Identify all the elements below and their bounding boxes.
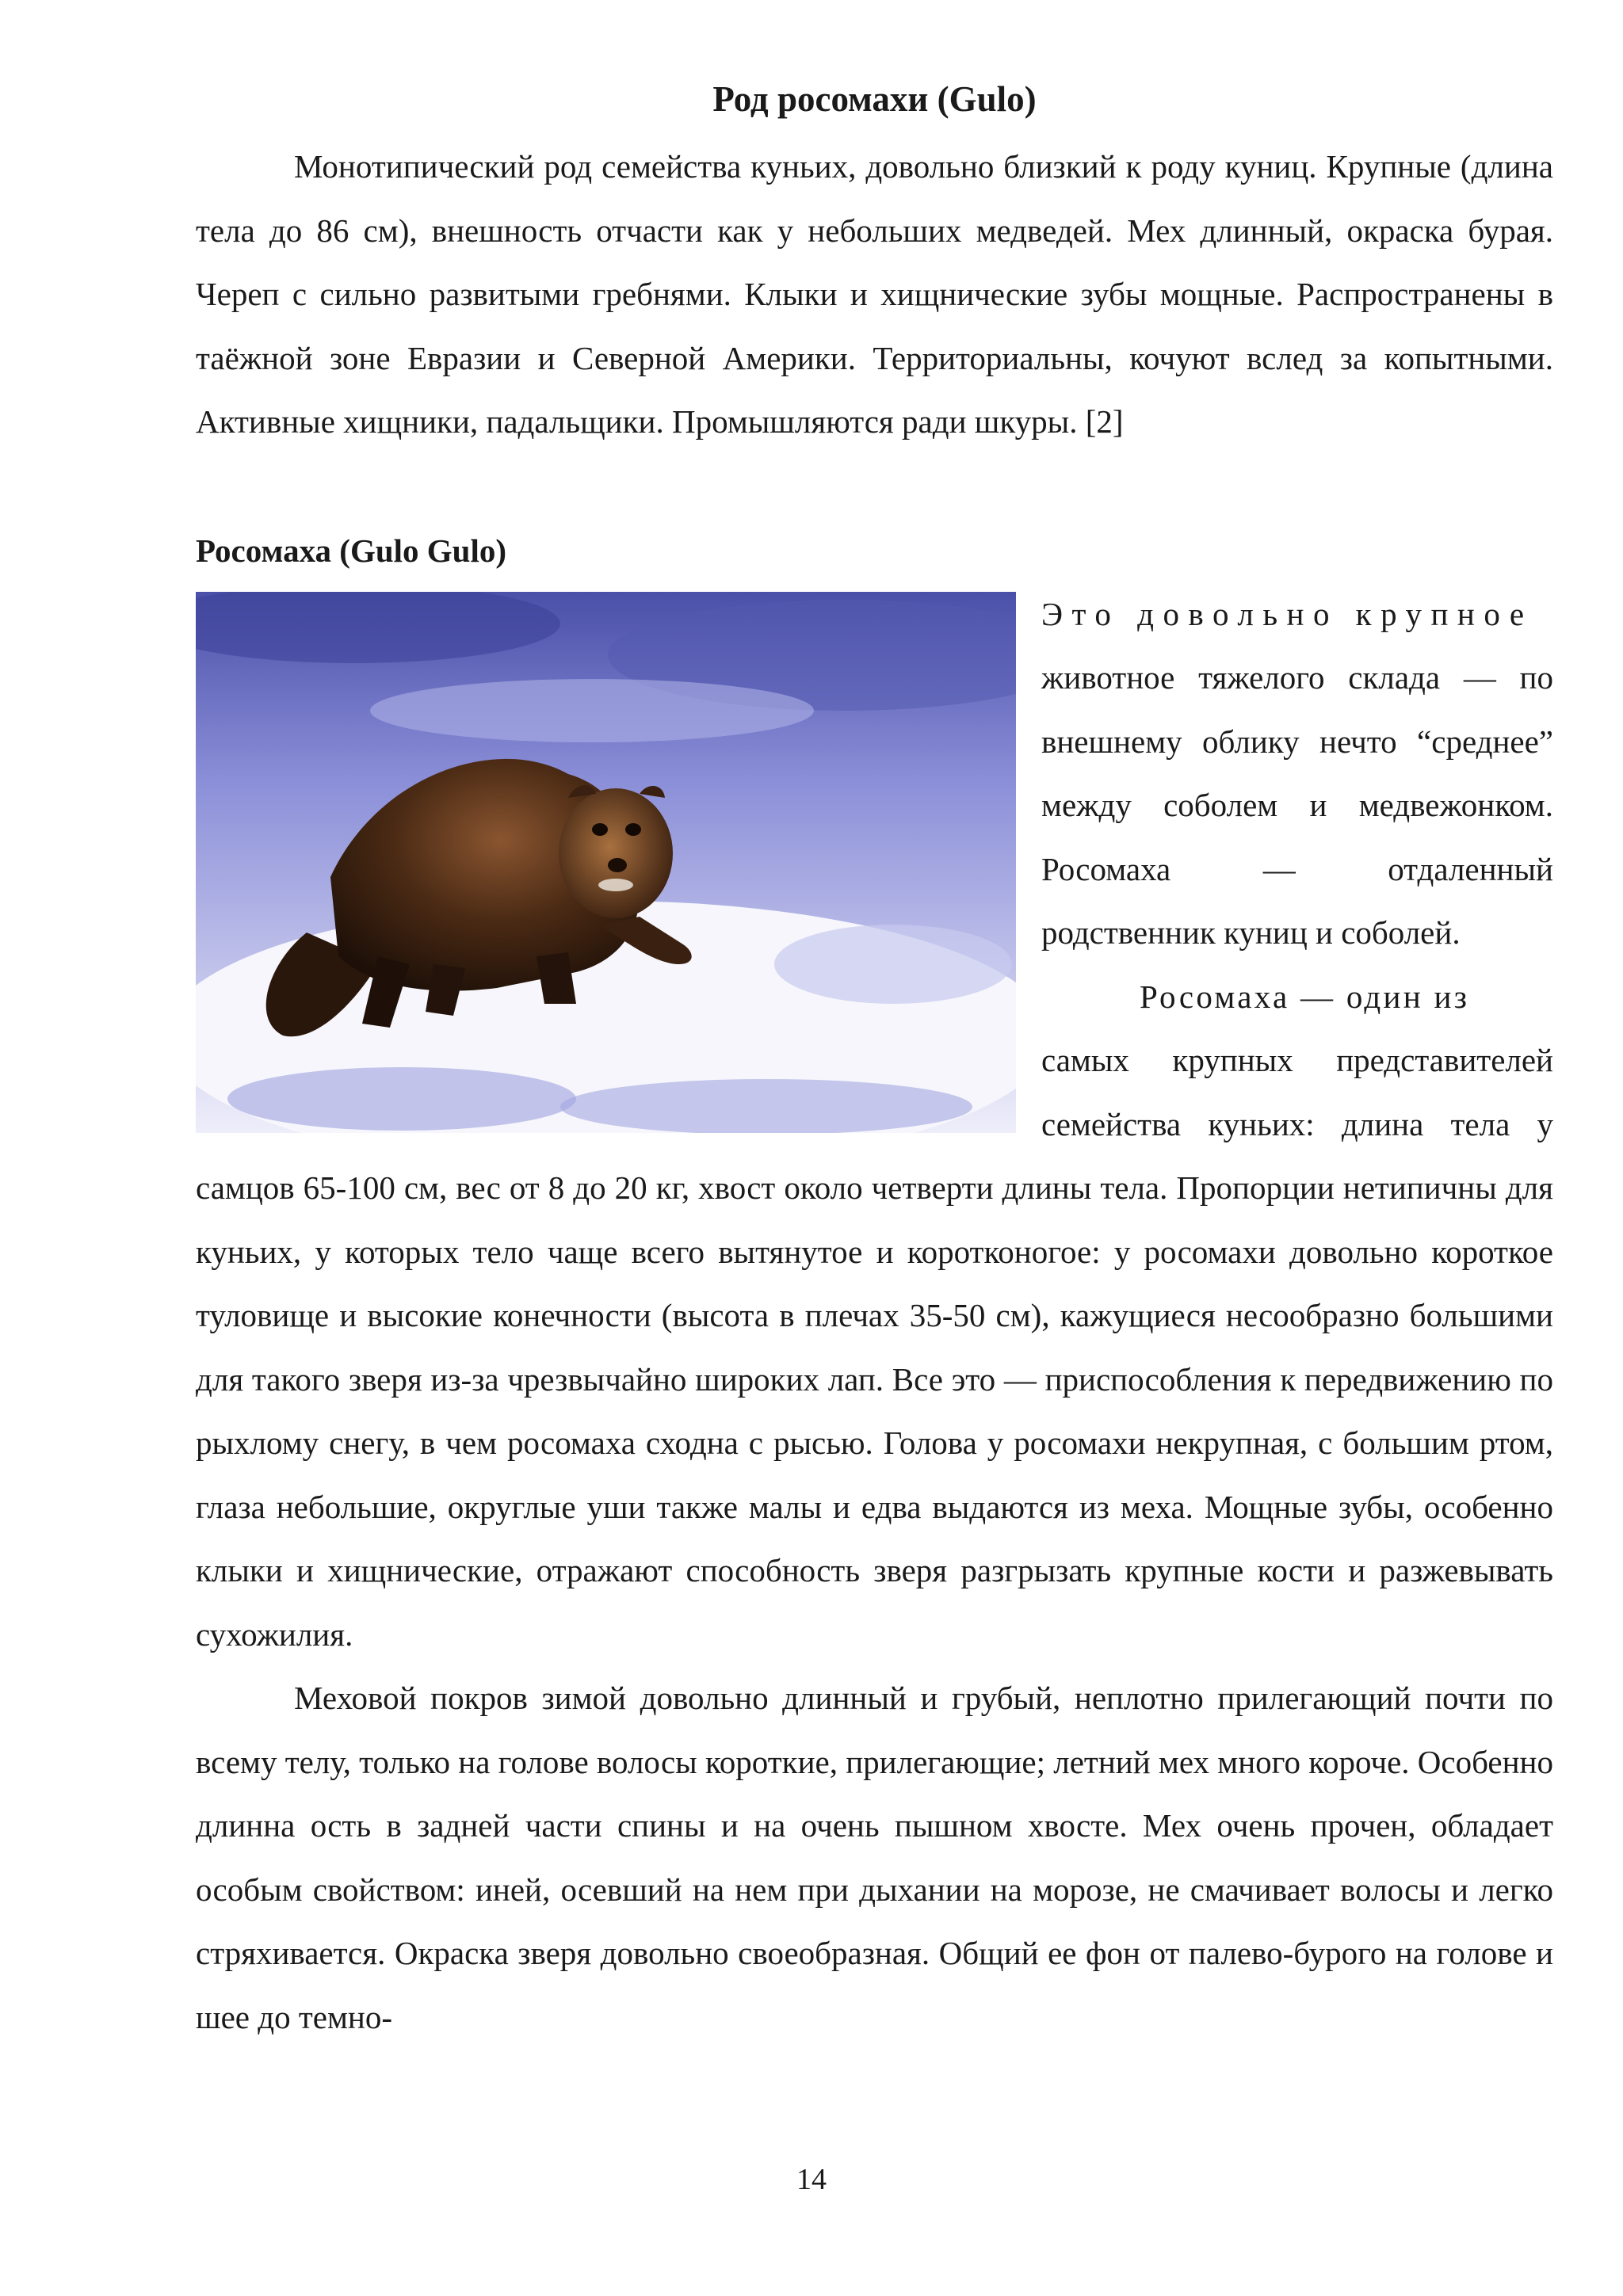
- wolverine-photo: [196, 592, 1016, 1133]
- species-subtitle: Росомаха (Gulo Gulo): [196, 532, 507, 569]
- paragraph-3-text: самых крупных представителей семейства куньих: длина тела у самцов 65-100 см, вес от 8 до 20 кг, хвост около четверти длины тела. Пропорции нетипичны для куньих, у которых тело чаще всего вытянутое и коротконогое: у росомахи довольно короткое туловище и высокие конечности (высота в плечах 35-50 см), кажущиеся несообразно большими для такого зверя из-за чрезвычайно широких лап. Все это — приспособления к передвижению по рыхлому снегу, в чем росомаха сходна с рысью. Голова у росомахи некрупная, с большим ртом, глаза небольшие, округлые уши также малы и едва выдаются из меха. Мощные зубы, особенно клыки и хищнические, отражают способность зверя разгрызать крупные кости и разжевывать сухожилия.: [196, 1042, 1553, 1653]
- spacer: [196, 454, 1553, 519]
- snow-shadow: [774, 925, 1012, 1004]
- wolverine-teeth: [598, 879, 633, 891]
- wolverine-photo-svg: [196, 592, 1016, 1133]
- wolverine-eye: [592, 823, 608, 836]
- page-content: [196, 63, 1553, 2049]
- section-title: Род росомахи (Gulo): [712, 79, 1037, 119]
- wolverine-nose: [608, 858, 627, 872]
- snow-shadow: [227, 1067, 576, 1131]
- paragraph-3-first-line: Росомаха — один из: [1140, 978, 1470, 1015]
- paragraph-4-text: Меховой покров зимой довольно длинный и грубый, неплотно прилегающий почти по всему телу, только на голове волосы короткие, прилегающие; летний мех много короче. Особенно длинна ость в задней части спины и на очень пышном хвосте. Мех очень прочен, обладает особым свойством: иней, осевший на нем при дыхании на морозе, не смачивает волосы и легко стряхивается. Окраска зверя довольно своеобразная. Общий ее фон от палево-бурого на голове и шее до темно-: [196, 1680, 1553, 2035]
- page-number: 14: [796, 2163, 827, 2196]
- wolverine-head: [559, 788, 673, 918]
- paragraph-2-text: животное тяжелого склада — по внешнему облику нечто “среднее” между соболем и медвежонком. Росомаха — отдаленный родственник куниц и соболей.: [1041, 659, 1553, 951]
- wolverine-eye: [625, 823, 641, 836]
- snow-highlight: [370, 679, 814, 742]
- intro-paragraph: Монотипический род семейства куньих, довольно близкий к роду куниц. Крупные (длина тела до 86 см), внешность отчасти как у небольших медведей. Мех длинный, окраска бурая. Череп с сильно развитыми гребнями. Клыки и хищнические зубы мощные. Распространены в таёжной зоне Евразии и Северной Америки. Территориальны, кочуют вслед за копытными. Активные хищники, падальщики. Промышляются ради шкуры. [2]: [196, 148, 1553, 440]
- snow-shadow: [560, 1079, 972, 1133]
- paragraph-2-first-line: Это довольно крупное: [1041, 595, 1533, 632]
